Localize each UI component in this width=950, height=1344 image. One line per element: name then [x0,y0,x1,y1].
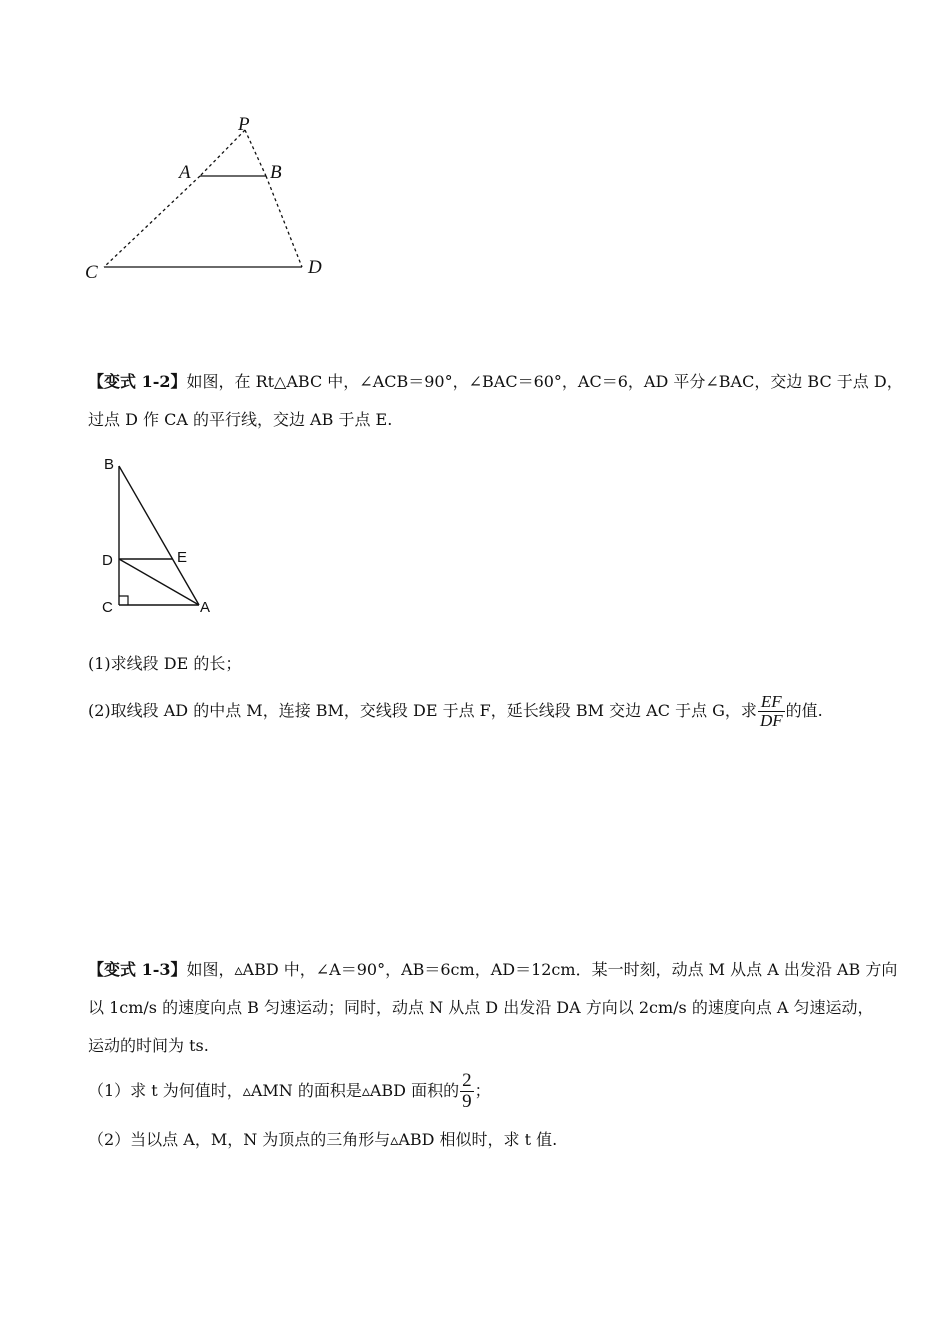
problem13-text2: 以 1cm/s 的速度向点 B 匀速运动；同时，动点 N 从点 D 出发沿 DA 方向以 2cm/s 的速度向点 A 匀速运动， [88,998,874,1017]
segment-pb [245,130,266,176]
label-b2: B [104,456,115,473]
problem12-question1 [88,653,241,675]
fraction-df-denominator: DF [759,711,783,730]
problem13-question2 [88,1129,557,1151]
problem13-line3 [88,1035,209,1057]
problem13-question1 [88,1070,491,1112]
problem12-q2-tail: 的值. [785,701,823,720]
label-d2: D [102,552,113,569]
problem13-text1: 如图，▵ABD 中，∠A＝90°，AB＝6cm，AD＝12cm．某一时刻，动点 M 从点 A 出发沿 AB 方向 [186,960,898,979]
segment-ac [104,176,200,267]
problem12-text2: 过点 D 作 CA 的平行线，交边 AB 于点 E. [88,410,393,429]
label-d: D [308,257,322,278]
label-c: C [85,262,98,283]
fraction-ef-df [758,693,785,730]
figure-pabcd [80,110,340,290]
problem13-line2 [88,997,874,1019]
problem13-q1-text: （1）求 t 为何值时，▵AMN 的面积是▵ABD 面积的 [88,1081,460,1100]
segment-ba [119,466,199,605]
problem12-question2 [88,692,823,730]
segment-bd [266,176,302,267]
problem13-tag: 【变式 1-3】 [88,960,187,979]
problem12-q1: (1)求线段 DE 的长； [88,654,242,673]
label-b: B [270,162,282,183]
figure-abcde [96,452,226,622]
problem12-text1: 如图，在 Rt△ABC 中，∠ACB＝90°，∠BAC＝60°，AC＝6，AD 平分∠BAC，交边 BC 于点 D， [186,372,903,391]
problem12-line2 [88,409,392,431]
label-a: A [179,162,191,183]
problem12-line1 [88,371,903,393]
fraction-nine-denominator: 9 [462,1091,472,1112]
label-e2: E [177,549,188,566]
fraction-two-ninths [460,1071,474,1112]
problem13-line1 [88,959,897,981]
right-angle-mark [119,596,128,605]
fraction-ef-numerator: EF [758,693,785,712]
problem12-tag: 【变式 1-2】 [88,372,187,391]
problem13-q1-tail: ； [474,1081,491,1100]
problem12-q2-text: (2)取线段 AD 的中点 M，连接 BM，交线段 DE 于点 F，延长线段 BM 交边 AC 于点 G，求 [88,701,757,720]
problem13-text3: 运动的时间为 ts. [88,1036,209,1055]
segment-pa [200,130,245,176]
label-p: P [238,114,250,135]
fraction-two-numerator: 2 [462,1070,472,1091]
problem13-q2: （2）当以点 A，M，N 为顶点的三角形与▵ABD 相似时，求 t 值. [88,1130,558,1149]
label-a2: A [200,599,211,616]
label-c2: C [102,599,113,616]
